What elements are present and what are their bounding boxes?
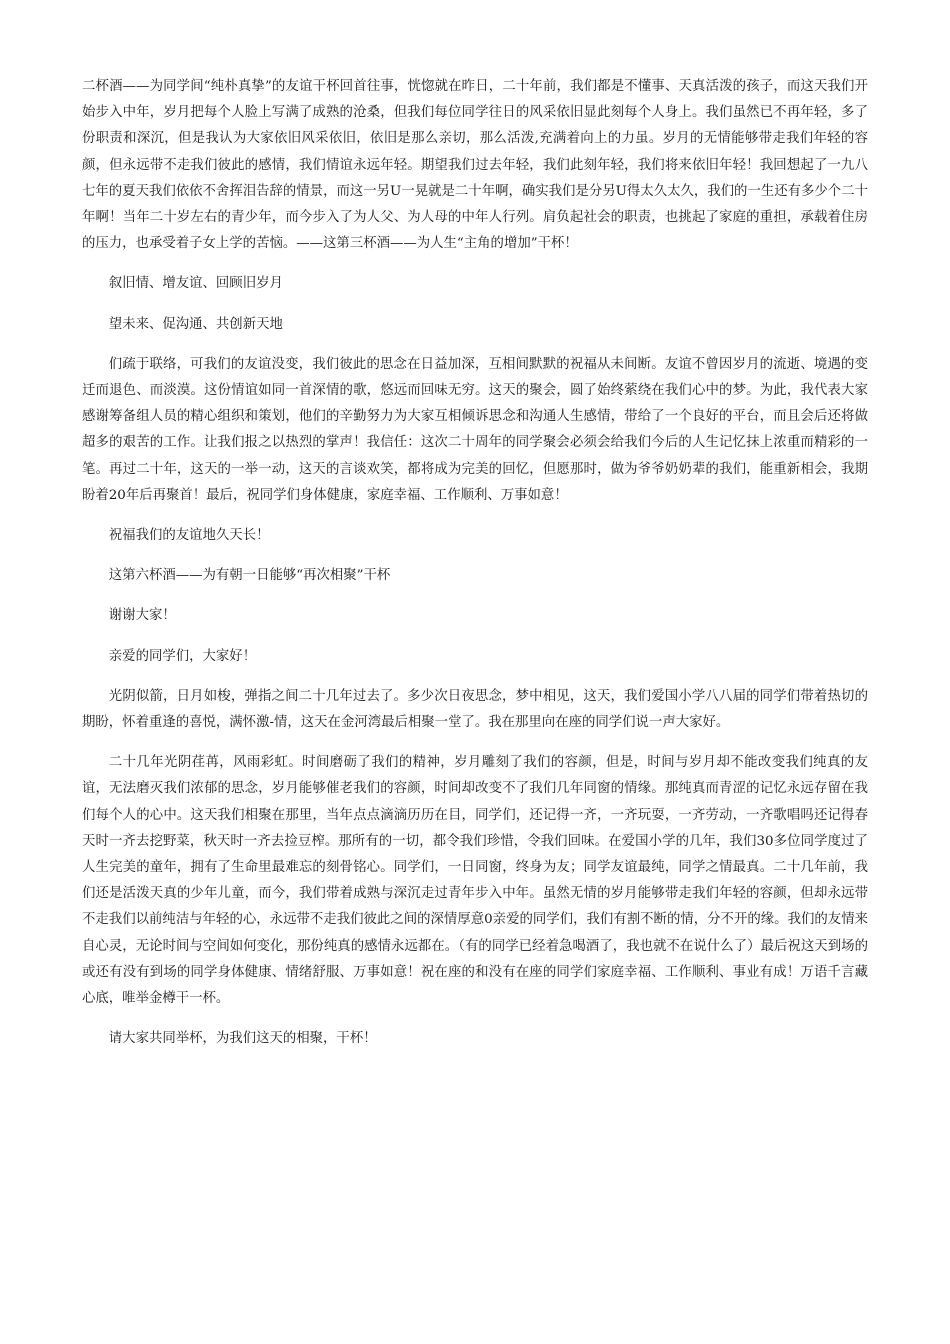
- paragraph-greeting: 亲爱的同学们，大家好！: [108, 648, 257, 664]
- paragraph-slogan-one: 叙旧情、增友谊、回顾旧岁月: [108, 276, 283, 292]
- paragraph-toast-six: 这第六杯酒——为有朝一日能够“再次相聚”干杯: [108, 568, 391, 584]
- paragraph-slogan-two: 望未来、促沟通、共创新天地: [108, 316, 283, 332]
- paragraph-time-flies: 光阴似箭，日月如梭，弹指之间二十几年过去了。多少次日夜思念，梦中相见，这天，我们爱国小学八八届的同学们带着热切的期盼，怀着重逢的喜悦，满怀激-情，这天在金河湾最后相聚一堂了。我在那里向在座的同学们说一声大家好。: [82, 688, 868, 731]
- paragraph-friendship: 们疏于联络，可我们的友谊没变，我们彼此的思念在日益加深，互相间默默的祝福从未间断。友谊不曾因岁月的流逝、境遇的变迁而退色、而淡漠。这份情谊如同一首深情的歌，悠远而回味无穷。这天的聚会，圆了始终萦绕在我们心中的梦。为此，我代表大家感谢筹备组人员的精心组织和策划，他们的辛勤努力为大家互相倾诉思念和沟通人生感情，带给了一个良好的平台，而且会后还将做超多的艰苦的工作。让我们报之以热烈的掌声！我信任：这次二十周年的同学聚会必须会给我们今后的人生记忆抹上浓重而精彩的一笔。再过二十年，这天的一举一动，这天的言谈欢笑，都将成为完美的回忆，但愿那时，做为爷爷奶奶辈的我们，能重新相会，我期盼着20年后再聚首！最后，祝同学们身体健康，家庭幸福、工作顺利、万事如意！: [82, 356, 868, 503]
- paragraph-raise-glass: 请大家共同举杯，为我们这天的相聚，干杯！: [108, 1031, 377, 1047]
- paragraph-thanks: 谢谢大家！: [108, 608, 176, 624]
- document-body: [82, 74, 868, 1067]
- paragraph-twenty-years: 二十几年光阴荏苒，风雨彩虹。时间磨砺了我们的精神，岁月雕刻了我们的容颜，但是，时间与岁月却不能改变我们纯真的友谊，无法磨灭我们浓郁的思念，岁月能够催老我们的容颜，时间却改变不了我们几年同窗的情缘。那纯真而青涩的记忆永远存留在我们每个人的心中。这天我们相聚在那里，当年点点滴滴历历在目，同学们，还记得一齐，一齐玩耍，一齐劳动，一齐歌唱吗还记得春天时一齐去挖野菜，秋天时一齐去捡豆榨。那所有的一切，都令我们珍惜，令我们回味。在爱国小学的几年，我们30多位同学度过了人生完美的童年，拥有了生命里最难忘的刻骨铭心。同学们，一日同窗，终身为友；同学友谊最纯，同学之情最真。二十几年前，我们还是活泼天真的少年儿童，而今，我们带着成熟与深沉走过青年步入中年。虽然无情的岁月能够带走我们年轻的容颜，但却永远带不走我们以前纯洁与年轻的心，永远带不走我们彼此之间的深情厚意0亲爱的同学们，我们有割不断的情，分不开的缘。我们的友情来自心灵，无论时间与空间如何变化，那份纯真的感情永远都在。（有的同学已经着急喝酒了，我也就不在说什么了）最后祝这天到场的或还有没有到场的同学身体健康、情绪舒服、万事如意！祝在座的和没有在座的同学们家庭幸福、工作顺利、事业有成！万语千言藏心底，唯举金樽干一杯。: [82, 755, 868, 1007]
- paragraph-blessing: 祝福我们的友谊地久天长！: [108, 528, 270, 544]
- paragraph-toast-two: 二杯酒——为同学间“纯朴真挚”的友谊干杯回首往事，恍惚就在昨日，二十年前，我们都是不懂事、天真活泼的孩子，而这天我们开始步入中年，岁月把每个人脸上写满了成熟的沧桑，但我们每位同学往日的风采依旧显此刻每个人身上。我们虽然已不再年轻，多了份职责和深沉，但是我认为大家依旧风采依旧，依旧是那么亲切，那么活泼,充满着向上的力虽。岁月的无情能够带走我们年轻的容颜，但永远带不走我们彼此的感情，我们情谊永远年轻。期望我们过去年轻，我们此刻年轻，我们将来依旧年轻！我回想起了一九八七年的夏天我们依依不舍挥泪告辞的情景，而这一另U一晃就是二十年啊，确实我们是分另U得太久太久，我们的一生还有多少个二十年啊！当年二十岁左右的青少年，而今步入了为人父、为人母的中年人行列。肩负起社会的职责，也挑起了家庭的重担，承载着住房的压力，也承受着子女上学的苦恼。——这第三杯酒——为人生“主角的增加”干杯！: [82, 79, 868, 252]
